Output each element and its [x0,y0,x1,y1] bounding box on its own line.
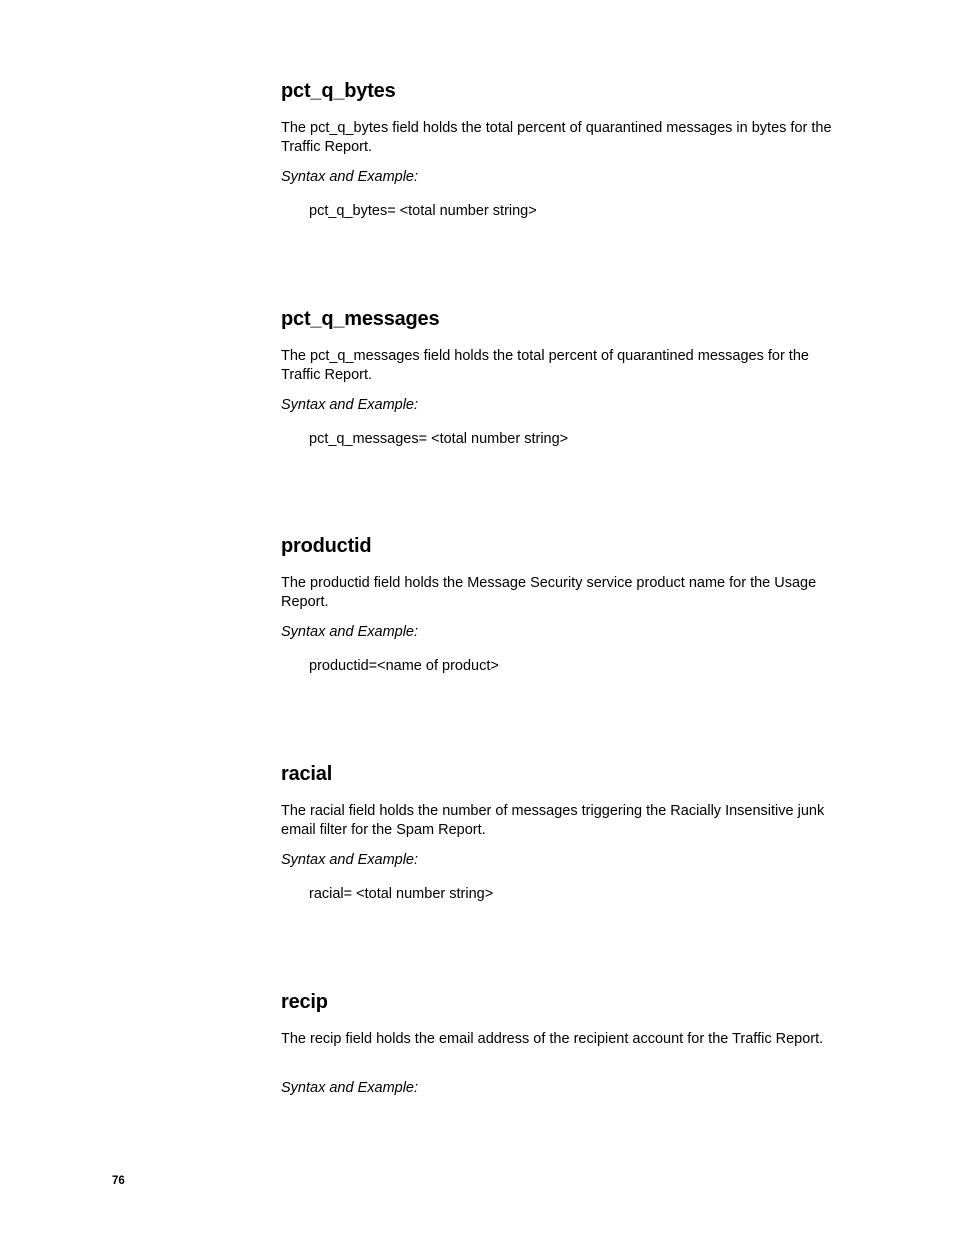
section-heading: pct_q_messages [281,308,440,330]
syntax-label: Syntax and Example: [281,1080,419,1096]
syntax-label: Syntax and Example: [281,169,419,185]
section-description: The pct_q_bytes field holds the total percent of quarantined messages in bytes for the Traffic Report. [281,120,832,155]
section-description: The productid field holds the Message Security service product name for the Usage Report. [281,575,817,610]
syntax-example: pct_q_bytes= <total number string> [309,203,537,219]
syntax-label: Syntax and Example: [281,624,419,640]
section-description: The pct_q_messages field holds the total percent of quarantined messages for the Traffic Report. [281,348,809,383]
syntax-label: Syntax and Example: [281,852,419,868]
section-heading: productid [281,535,372,557]
syntax-example: racial= <total number string> [309,886,494,902]
syntax-label: Syntax and Example: [281,397,419,413]
page-number: 76 [112,1175,125,1187]
section-heading: pct_q_bytes [281,80,396,102]
section-description: The recip field holds the email address of the recipient account for the Traffic Report. [281,1031,824,1047]
syntax-example: productid=<name of product> [309,658,499,674]
section-heading: recip [281,991,328,1013]
syntax-example: pct_q_messages= <total number string> [309,431,569,447]
section-heading: racial [281,763,333,785]
section-description: The racial field holds the number of messages triggering the Racially Insensitive junk email filter for the Spam Report. [281,803,825,838]
